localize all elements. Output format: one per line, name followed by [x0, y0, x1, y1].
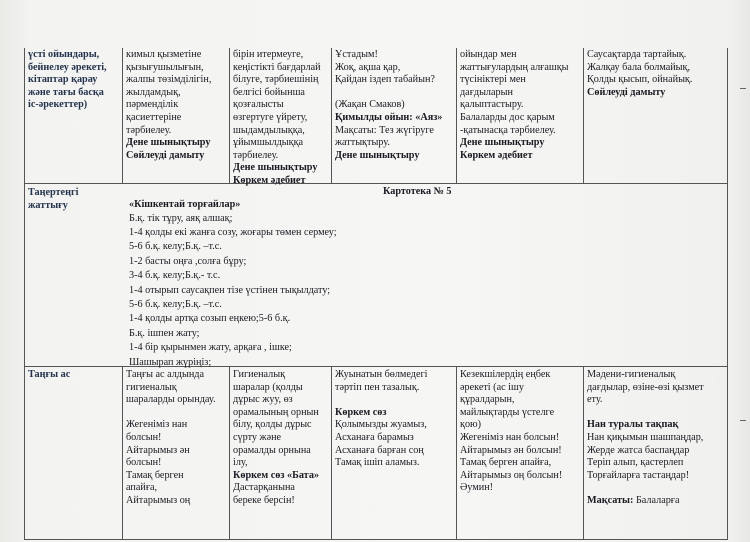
- text-line: -қатынасқа тәрбиелеу.: [460, 124, 556, 136]
- section-heading: Көркем сөз «Бата»: [233, 469, 320, 481]
- subject-tag: Сөйлеуді дамыту: [587, 86, 666, 98]
- text-line: Дастарқанына: [233, 482, 295, 494]
- row3-col2: [123, 368, 229, 509]
- text-line: білуге, тәрбиешінің: [233, 74, 319, 86]
- text-line: Мәдени-гигиеналық: [587, 369, 676, 380]
- text-line: Жегеніміз нан болсын!: [460, 431, 560, 443]
- row1-label-line: бейнелеу әрекеті,: [28, 61, 107, 73]
- text-line: орамалды орнына: [233, 444, 311, 456]
- text-line: жаттығулардың алғашқы: [460, 61, 569, 73]
- text-line: тәрбиелеу.: [126, 124, 172, 136]
- table-left-border: [24, 48, 25, 540]
- exercise-line: 1-4 бір қырынмен жату, арқаға , ішке;: [129, 342, 292, 354]
- text-line: шараларды орындау.: [126, 394, 216, 406]
- subject-tag: Сөйлеуді дамыту: [126, 149, 205, 161]
- subject-tag: Дене шынықтыру: [126, 137, 211, 149]
- row1-label: [25, 48, 122, 113]
- text-line: тәрбиелеу.: [233, 149, 279, 161]
- row3-label: Таңғы ас: [28, 369, 71, 380]
- text-line: Асханаға барамыз: [335, 431, 414, 443]
- text-line: пәрмендiлік: [126, 99, 179, 111]
- row1-col5: [457, 48, 583, 163]
- page-edge-shadow: [732, 0, 750, 542]
- row1-col3: [230, 48, 331, 189]
- exercise-line: 1-4 қолды артқа созып еңкею;5-6 б.қ.: [129, 313, 291, 325]
- row1-col2: [123, 48, 229, 163]
- row1-col6: [584, 48, 727, 100]
- goal-line: [587, 495, 724, 508]
- text-line: ұйымшылдыққа: [233, 137, 304, 149]
- text-line: Тамақ берген апайға,: [460, 457, 552, 469]
- text-line: ойындар мен: [460, 49, 517, 60]
- row1-label-line: кітаптар қарау: [28, 74, 98, 86]
- text-line: әрекеті (ас ішу: [460, 381, 524, 393]
- row3-col4: [332, 368, 456, 471]
- text-line: Теріп алып, қастерлеп: [587, 457, 684, 469]
- text-line: өзгертуге үйрету,: [233, 111, 308, 123]
- text-line: Нан қиқымын шашпаңдар,: [587, 431, 704, 443]
- text-line: Жоқ, ақша қар,: [335, 61, 401, 73]
- game-name: «Аяз»: [415, 111, 443, 123]
- text-line: Кезекшілердің еңбек: [460, 369, 551, 380]
- subject-tag: Көркем әдебиет: [460, 149, 533, 161]
- text-line: қалыптастыру.: [460, 99, 524, 111]
- text-line: орамалының орнын: [233, 406, 319, 418]
- text-line: қозғалысты: [233, 99, 284, 111]
- exercise-line: Шашырап жүріңіз;: [129, 356, 212, 368]
- text-line: шыдамдылыққа,: [233, 124, 305, 136]
- exercise-line: 5-6 б.қ. келу;Б.қ. –т.с.: [129, 241, 222, 253]
- row3-col6: [584, 368, 727, 509]
- text-line: ілу,: [233, 457, 248, 469]
- card-heading: Картотека № 5: [383, 186, 452, 197]
- row2-label-line: жаттығу: [28, 199, 68, 211]
- text-line: береке берсін!: [233, 494, 295, 506]
- row2-label: [25, 186, 122, 213]
- exercise-line: 1-4 отырып саусақпен тізе үстінен тықылдату;: [129, 284, 331, 296]
- exercise-line: 5-6 б.қ. келу;Б.қ. –т.с.: [129, 299, 222, 311]
- goal-text: Балаларға: [633, 494, 680, 506]
- exercise-line: 3-4 б.қ. келу;Б.қ.- т.с.: [129, 270, 221, 282]
- text-line: кимыл қызметіне: [126, 49, 202, 60]
- text-line: шаралар (қолды: [233, 381, 303, 393]
- spacer: [335, 87, 453, 100]
- text-line: Айтарымыз ән болсын!: [460, 444, 562, 456]
- text-line: жаттықтыру.: [335, 137, 390, 149]
- text-line: құралдарын,: [460, 394, 515, 406]
- subject-tag: Дене шынықтыру: [233, 162, 318, 174]
- text-line: Гигиеналық: [233, 369, 286, 380]
- text-line: Тамақ ішіп аламыз.: [335, 457, 420, 469]
- text-line: белгісі бойынша: [233, 86, 305, 98]
- text-line: Торғайларға тастаңдар!: [587, 469, 690, 481]
- text-line: түсініктері мен: [460, 74, 526, 86]
- exercise-line: 1-4 қолды екі жанға созу, жоғары төмен сермеу;: [129, 227, 337, 238]
- exercise-title: «Кішкентай торғайлар»: [129, 199, 241, 210]
- text-line: Асханаға барған соң: [335, 444, 424, 456]
- spacer: [126, 407, 226, 420]
- spacer: [335, 394, 453, 407]
- text-line: гигиеналық: [126, 381, 177, 393]
- spacer: [587, 407, 724, 420]
- text-line: Таңғы ас алдында: [126, 369, 204, 380]
- text-line: жылдамдық,: [126, 86, 181, 98]
- section-heading: Көркем сөз: [335, 406, 387, 418]
- text-line: Айтарымыз оң: [126, 494, 191, 506]
- text-line: дағдылар, өзіне-өзі қызмет: [587, 381, 704, 393]
- text-line: Балаларды дос қарым: [460, 111, 555, 123]
- text-line: қасиеттеріне: [126, 111, 182, 123]
- row-divider-1: [24, 183, 728, 184]
- text-line: Айтарымыз ән: [126, 444, 190, 456]
- text-line: Саусақтарда тартайық.: [587, 49, 687, 60]
- text-line: кеңістікті бағдарлай: [233, 61, 321, 73]
- row1-label-line: үсті ойындары,: [28, 49, 100, 60]
- text-line: Қолымызды жуамыз,: [335, 419, 427, 431]
- text-line: білу, қолды дұрыс: [233, 419, 312, 431]
- spacer: [587, 482, 724, 495]
- table-right-border: [727, 48, 728, 540]
- text-line: Жуынатын бөлмедегі: [335, 369, 428, 380]
- text-line: дағдыларын: [460, 86, 513, 98]
- subject-tag: Көркем әдебиет: [233, 174, 306, 186]
- row2-label-line: Таңертеңгі: [28, 187, 79, 198]
- text-line: Мақсаты: Тез жүгіруге: [335, 124, 434, 136]
- exercise-line: Б.қ. ішпен жату;: [129, 327, 200, 339]
- goal-label: Мақсаты:: [587, 494, 634, 506]
- text-line: Ұстадым!: [335, 49, 378, 60]
- text-line: дұрыс жуу, өз: [233, 394, 293, 406]
- row3-col3: [230, 368, 331, 509]
- game-label: Қимылды ойын:: [335, 111, 413, 123]
- text-line: Жалқау бала болмайық,: [587, 61, 691, 73]
- game-line: [335, 112, 453, 125]
- text-line: ету.: [587, 394, 603, 406]
- scan-mark: [740, 420, 746, 421]
- text-line: болсын!: [126, 457, 162, 469]
- exercise-line: 1-2 басты оңға ,солға бұру;: [129, 255, 247, 267]
- text-line: қою): [460, 419, 482, 431]
- text-line: Жегеніміз нан: [126, 419, 188, 431]
- subject-tag: Дене шынықтыру: [335, 149, 420, 161]
- text-line: болсын!: [126, 431, 162, 443]
- text-line: тәртіп пен тазалық.: [335, 381, 420, 393]
- text-line: Тамақ берген: [126, 469, 184, 481]
- section-heading: Нан туралы тақпақ: [587, 419, 679, 431]
- row-divider-3: [24, 539, 728, 540]
- exercise-line: Б.қ. тік тұру, аяқ алшақ;: [129, 212, 233, 224]
- text-line: бірін итермеуге,: [233, 49, 304, 60]
- text-line: сүрту және: [233, 431, 282, 443]
- row1-label-line: іс-әрекеттер): [28, 99, 88, 111]
- scan-mark: [740, 88, 746, 89]
- text-line: жалпы төзімділігін,: [126, 74, 212, 86]
- row1-label-line: және тағы басқа: [28, 86, 104, 98]
- row3-col5: [457, 368, 583, 496]
- subject-tag: Дене шынықтыру: [460, 137, 545, 149]
- text-line: Қолды қысып, ойнайық.: [587, 74, 693, 86]
- author-line: (Жақан Смаков): [335, 99, 405, 111]
- text-line: Әумин!: [460, 482, 494, 494]
- text-line: Жерде жатса баспаңдар: [587, 444, 690, 456]
- text-line: апайға,: [126, 482, 158, 494]
- row1-col4: [332, 48, 456, 163]
- text-line: қызығушылығын,: [126, 61, 204, 73]
- text-line: Қайдан іздеп табайын?: [335, 74, 435, 86]
- text-line: майлықтарды үстелге: [460, 406, 555, 418]
- text-line: Айтарымыз оң болсын!: [460, 469, 563, 481]
- exercise-block: [126, 198, 626, 371]
